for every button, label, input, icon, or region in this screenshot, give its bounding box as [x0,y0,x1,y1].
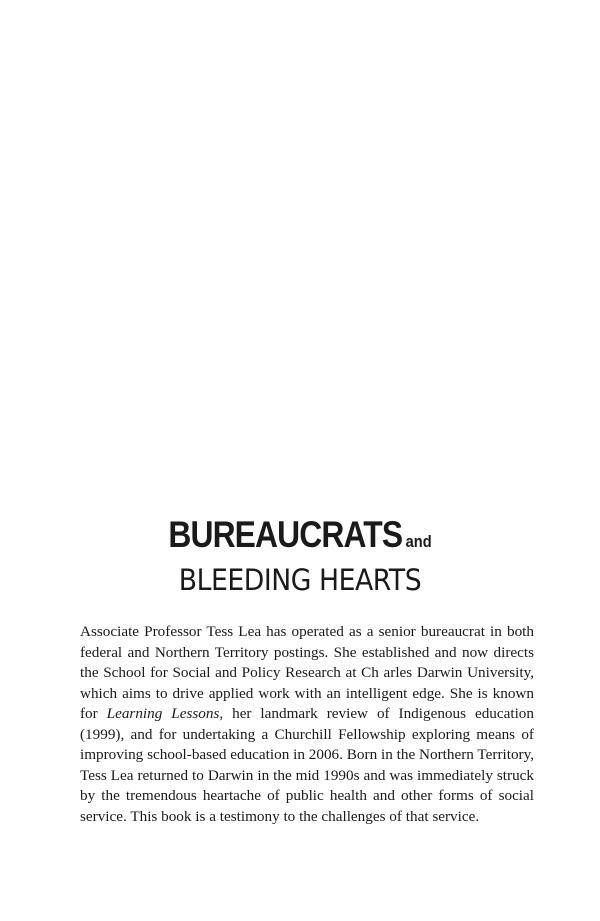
bio-book-title: Learning Lessons [106,705,220,722]
title-line-2: BLEEDING HEARTS [178,563,422,597]
title-conjunction: and [405,532,432,551]
bio-text-part-1: Associate Professor Tess Lea has operated as a senior bureaucrat in both federal and Northern Territory postings. She established and now directs the School for Social and Policy Research at Ch arles Darwin University, which aims to drive applied work with an intelligent edge. She is known for [80,623,534,722]
title-main-word: BUREAUCRATS [168,514,403,555]
title-line-1 [42,515,558,562]
bio-text-part-2: , her landmark review of Indigenous education (1999), and for undertaking a Churchill Fellowship exploring means of improving school-based education in 2006. Born in the Northern Territory, Tess Lea returned to Darwin in the mid 1990s and was immediately struck by the tremendous heartache of public health and other forms of social service. This book is a testimony to the challenges of that service. [80,705,534,825]
author-bio [80,622,534,827]
book-title [0,515,600,598]
